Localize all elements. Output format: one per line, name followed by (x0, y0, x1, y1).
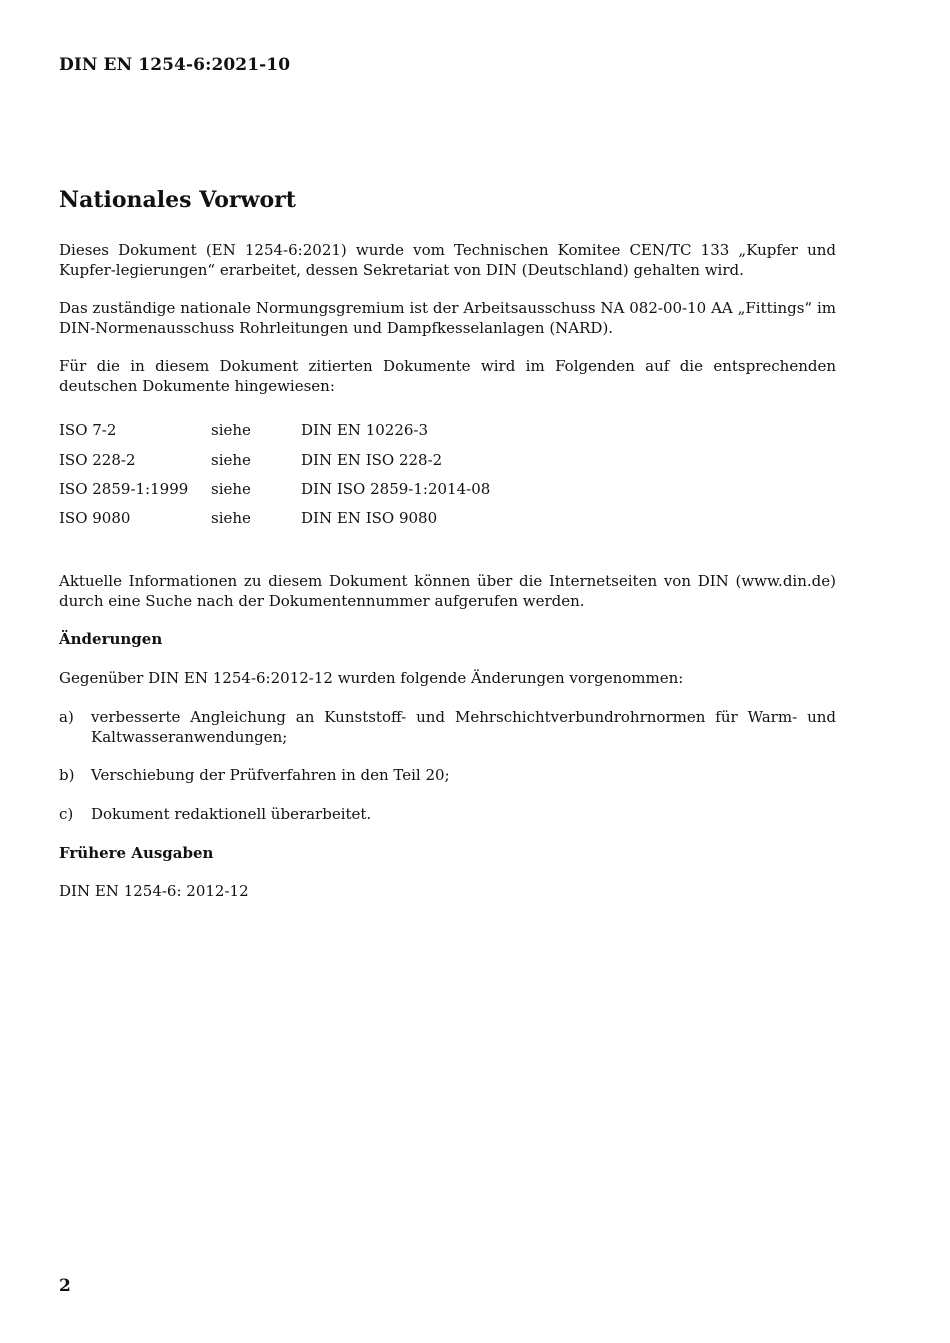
list-marker: b) (59, 766, 75, 784)
reference-din: DIN EN ISO 9080 (301, 509, 438, 527)
reference-see: siehe (211, 480, 251, 498)
page-number: 2 (59, 1276, 71, 1296)
reference-iso: ISO 9080 (59, 509, 131, 527)
paragraph-standards-body: Das zuständige nationale Normungsgremium ist der Arbeitsausschuss NA 082-00-10 AA „Fittings“ im DIN-Normenausschuss Rohrleitungen und Dampfkesselanlagen (NARD). (59, 299, 836, 337)
reference-iso: ISO 2859-1:1999 (59, 480, 189, 498)
reference-see: siehe (211, 509, 251, 527)
list-text: verbesserte Angleichung an Kunststoff- und Mehrschichtverbundrohrnormen für Warm- und Kaltwasseranwendungen; (91, 708, 836, 746)
previous-editions-heading: Frühere Ausgaben (59, 844, 214, 862)
reference-row (59, 479, 659, 499)
paragraph-info: Aktuelle Informationen zu diesem Dokument können über die Internetseiten von DIN (www.din.de) durch eine Suche nach der Dokumentennummer aufgerufen werden. (59, 572, 836, 610)
reference-row (59, 508, 659, 528)
reference-iso: ISO 7-2 (59, 421, 117, 439)
list-marker: c) (59, 805, 74, 823)
reference-row (59, 450, 659, 470)
reference-din: DIN EN ISO 228-2 (301, 451, 443, 469)
reference-din: DIN EN 10226-3 (301, 421, 429, 439)
changes-intro: Gegenüber DIN EN 1254-6:2012-12 wurden folgende Änderungen vorgenommen: (59, 669, 684, 687)
paragraph-references-intro: Für die in diesem Dokument zitierten Dokumente wird im Folgenden auf die entsprechenden deutschen Dokumente hingewiesen: (59, 357, 836, 395)
page-title: Nationales Vorwort (59, 187, 296, 213)
reference-row (59, 420, 659, 440)
paragraph-committee: Dieses Dokument (EN 1254-6:2021) wurde vom Technischen Komitee CEN/TC 133 „Kupfer und Kupfer-legierungen“ erarbeitet, dessen Sekretariat von DIN (Deutschland) gehalten wird. (59, 241, 836, 279)
previous-editions-text: DIN EN 1254-6: 2012-12 (59, 882, 249, 900)
document-header: DIN EN 1254-6:2021-10 (59, 55, 291, 75)
list-text: Dokument redaktionell überarbeitet. (91, 805, 372, 823)
list-text: Verschiebung der Prüfverfahren in den Teil 20; (91, 766, 450, 784)
reference-din: DIN ISO 2859-1:2014-08 (301, 480, 491, 498)
list-marker: a) (59, 708, 74, 726)
reference-iso: ISO 228-2 (59, 451, 136, 469)
reference-see: siehe (211, 451, 251, 469)
reference-see: siehe (211, 421, 251, 439)
changes-heading: Änderungen (59, 630, 163, 648)
